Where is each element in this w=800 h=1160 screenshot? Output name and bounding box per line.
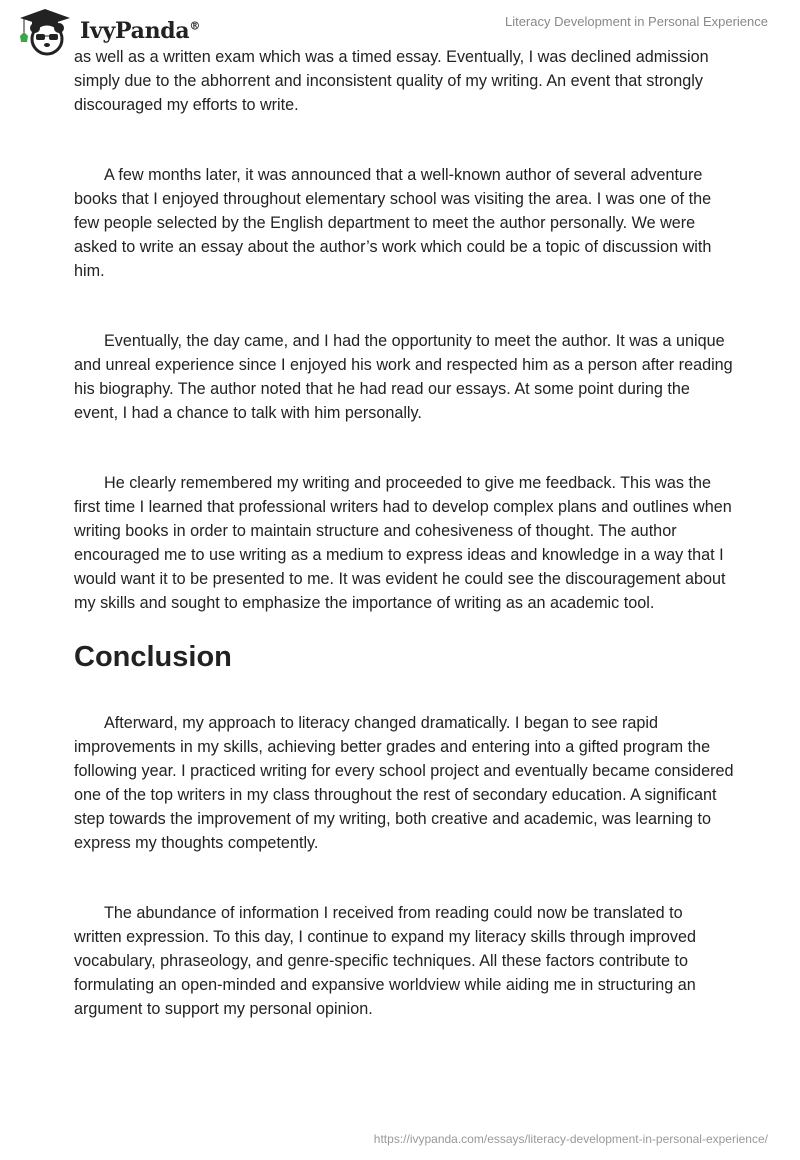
source-url[interactable]: https://ivypanda.com/essays/literacy-development-in-personal-experience/ (373, 1132, 768, 1146)
paragraph: A few months later, it was announced that a well-known author of several adventure books that I enjoyed throughout elementary school was visiting the area. I was one of the few people selected by the English department to meet the author personally. We were asked to write an essay about the author’s work which could be a topic of discussion with him. (74, 166, 712, 280)
document-title: Literacy Development in Personal Experience (504, 14, 768, 29)
paragraph: Eventually, the day came, and I had the opportunity to meet the author. It was a unique and unreal experience since I enjoyed his work and respected him as a person after reading his biography. The author noted that he had read our essays. At some point during the event, I had a chance to talk with him personally. (74, 332, 733, 422)
panda-logo-icon (16, 6, 74, 56)
paragraph: He clearly remembered my writing and proceeded to give me feedback. This was the first time I learned that professional writers had to develop complex plans and outlines when writing books in order to maintain structure and cohesiveness of thought. The author encouraged me to use writing as a medium to express ideas and knowledge in a way that I would want it to be presented to me. It was evident he could see the discouragement about my skills and sought to emphasize the importance of writing as an academic tool. (74, 474, 732, 612)
section-heading: Conclusion (74, 641, 232, 673)
paragraph: Afterward, my approach to literacy changed dramatically. I began to see rapid improvements in my skills, achieving better grades and entering into a gifted program the following year. I practiced writing for every school project and eventually became considered one of the top writers in my class throughout the rest of secondary education. A significant step towards the improvement of my writing, both creative and academic, was learning to express my thoughts competently. (74, 714, 734, 852)
essay-content (74, 45, 734, 1067)
logo-text: IvyPanda® (80, 18, 201, 44)
paragraph: The abundance of information I received from reading could now be translated to written expression. To this day, I continue to expand my literacy skills through improved vocabulary, phraseology, and genre-specific techniques. All these factors contribute to formulating an open-minded and expansive worldview while aiding me in structuring an argument to support my personal opinion. (74, 904, 697, 1018)
paragraph: as well as a written exam which was a timed essay. Eventually, I was declined admission simply due to the abhorrent and inconsistent quality of my writing. An event that strongly discouraged my efforts to write. (74, 48, 709, 114)
